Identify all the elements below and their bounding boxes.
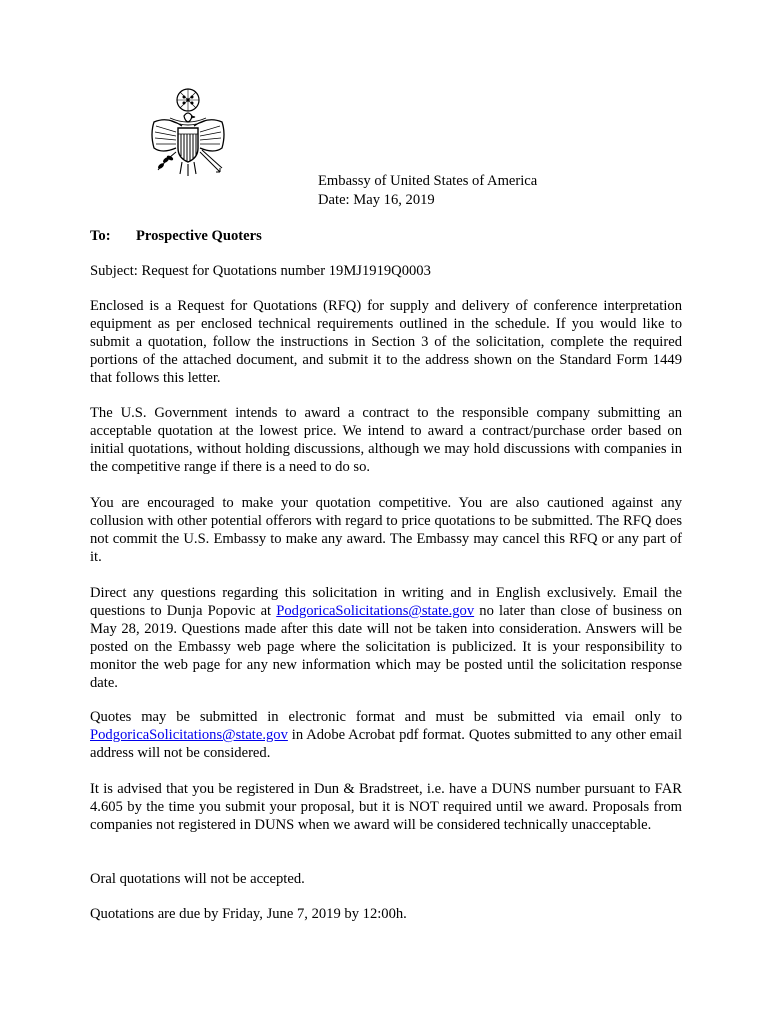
paragraph-questions-text-1: Direct any questions regarding this solicitation in writing and in English exclusively. Email the questions to Dunja Popovic at xyxy=(90,585,682,619)
paragraph-submission-text-2: in Adobe Acrobat pdf format. Quotes submitted to any other email address will not be considered. xyxy=(90,727,682,761)
paragraph-award-intent: The U.S. Government intends to award a contract to the responsible company submitting an acceptable quotation at the lowest price. We intend to award a contract/purchase order based on initial quotations, without holding discussions, although we may hold discussions with companies in the competitive range if there is a need to do so. xyxy=(90,405,682,475)
paragraph-questions-text-2: no later than close of business on May 28, 2019. Questions made after this date will not be taken into consideration. Answers will be posted on the Embassy web page where the solicitation is publicized. It is your responsibility to monitor the web page for any new information which may be posted until the solicitation response date. xyxy=(90,603,682,691)
paragraph-submission xyxy=(90,708,682,762)
subject-line: Subject: Request for Quotations number 19MJ1919Q0003 xyxy=(90,263,431,279)
paragraph-competitive: You are encouraged to make your quotation competitive. You are also cautioned against any collusion with other potential offerors with regard to price quotations to be submitted. The RFQ does not commit the U.S. Embassy to make any award. The Embassy may cancel this RFQ or any part of it. xyxy=(90,495,682,565)
paragraph-duns: It is advised that you be registered in Dun & Bradstreet, i.e. have a DUNS number pursuant to FAR 4.605 by the time you submit your proposal, but it is NOT required until we award. Proposals from companies not registered in DUNS when we award will be considered technically unacceptable. xyxy=(90,781,682,833)
recipient-name: Prospective Quoters xyxy=(136,228,262,244)
embassy-name: Embassy of United States of America xyxy=(318,173,538,189)
paragraph-due-date: Quotations are due by Friday, June 7, 2019 by 12:00h. xyxy=(90,906,407,922)
email-link-submission[interactable]: PodgoricaSolicitations@state.gov xyxy=(90,727,288,743)
paragraph-rfq-intro: Enclosed is a Request for Quotations (RFQ) for supply and delivery of conference interpretation equipment as per enclosed technical requirements outlined in the schedule. If you would like to submit a quotation, follow the instructions in Section 3 of the solicitation, complete the required portions of the attached document, and submit it to the address shown on the Standard Form 1449 that follows this letter. xyxy=(90,298,682,386)
paragraph-questions xyxy=(90,584,682,692)
paragraph-oral: Oral quotations will not be accepted. xyxy=(90,871,305,887)
letter-date: Date: May 16, 2019 xyxy=(318,192,435,208)
recipient-line xyxy=(90,227,262,245)
great-seal-emblem xyxy=(140,86,236,182)
letter-header xyxy=(318,172,718,210)
to-label: To: xyxy=(90,228,111,244)
paragraph-submission-text-1: Quotes may be submitted in electronic format and must be submitted via email only to xyxy=(90,709,682,725)
email-link-questions[interactable]: PodgoricaSolicitations@state.gov xyxy=(276,603,475,619)
